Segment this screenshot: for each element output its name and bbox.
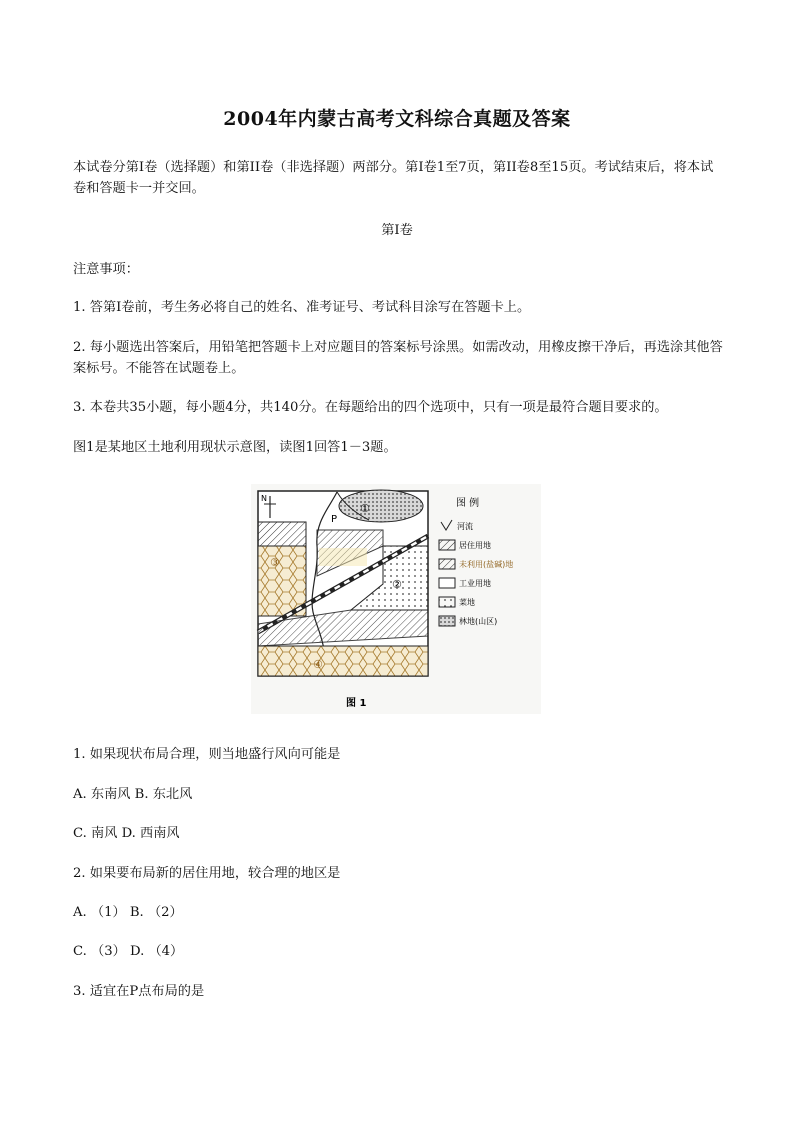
page-title: 2004年内蒙古高考文科综合真题及答案: [223, 108, 571, 130]
intro-paragraph: 本试卷分第I卷（选择题）和第II卷（非选择题）两部分。第I卷1至7页，第II卷8至15页。考试结束后，将本试卷和答题卡一并交回。: [73, 160, 714, 196]
legend-label-vegetable: 菜地: [459, 598, 475, 607]
question-2-stem: 2. 如果要布局新的居住用地，较合理的地区是: [73, 866, 341, 881]
north-label: N: [261, 494, 267, 503]
question-2-options-cd: C. （3） D. （4）: [73, 944, 184, 959]
forest-area-bottom: [258, 646, 428, 676]
question-1-options-cd: C. 南风 D. 西南风: [73, 826, 180, 841]
wind-highlight: [319, 548, 367, 566]
notice-item-3: 3. 本卷共35小题，每小题4分，共140分。在每题给出的四个选项中，只有一项是最符合题目要求的。: [73, 400, 668, 415]
notice-item-1: 1. 答第I卷前，考生务必将自己的姓名、准考证号、考试科目涂写在答题卡上。: [73, 300, 531, 315]
land-use-map-figure: [251, 484, 541, 714]
label-3: ③: [270, 556, 280, 569]
legend-label-residential: 居住用地: [459, 541, 491, 550]
legend-label-unused: 未利用(盐碱)地: [459, 560, 514, 569]
notice-item-2: 2. 每小题选出答案后，用铅笔把答题卡上对应题目的答案标号涂黑。如需改动，用橡皮擦干净后，再选涂其他答案标号。不能答在试题卷上。: [73, 340, 723, 376]
figure-intro: 图1是某地区土地利用现状示意图，读图1回答1－3题。: [73, 440, 397, 455]
legend-item-unused: [439, 559, 513, 569]
residential-area-left: [258, 522, 306, 546]
label-1: ①: [360, 502, 370, 515]
question-2-options-ab: A. （1） B. （2）: [73, 905, 183, 920]
forest-area-left: [258, 546, 306, 616]
question-3-stem: 3. 适宜在P点布局的是: [73, 984, 205, 999]
point-p-label: P: [331, 514, 338, 525]
legend-item-vegetable: [439, 597, 475, 607]
salt-land-area: [339, 490, 423, 522]
legend-item-residential: [439, 540, 491, 550]
legend-label-river: 河流: [457, 522, 473, 531]
legend-item-industrial: [439, 578, 491, 588]
label-4: ④: [313, 658, 323, 671]
legend-item-river: [441, 520, 473, 531]
legend-title: 图 例: [456, 498, 480, 509]
land-use-map: [251, 484, 541, 714]
legend-item-forest: [439, 616, 497, 626]
legend-label-forest: 林地(山区): [459, 617, 498, 626]
figure-caption: 图 1: [346, 698, 367, 709]
notice-heading: 注意事项：: [73, 262, 139, 277]
question-1-stem: 1. 如果现状布局合理，则当地盛行风向可能是: [73, 747, 341, 762]
question-1-options-ab: A. 东南风 B. 东北风: [73, 787, 193, 802]
label-2: ②: [392, 578, 402, 591]
section-heading: 第I卷: [381, 223, 413, 238]
legend-label-industrial: 工业用地: [459, 579, 491, 588]
